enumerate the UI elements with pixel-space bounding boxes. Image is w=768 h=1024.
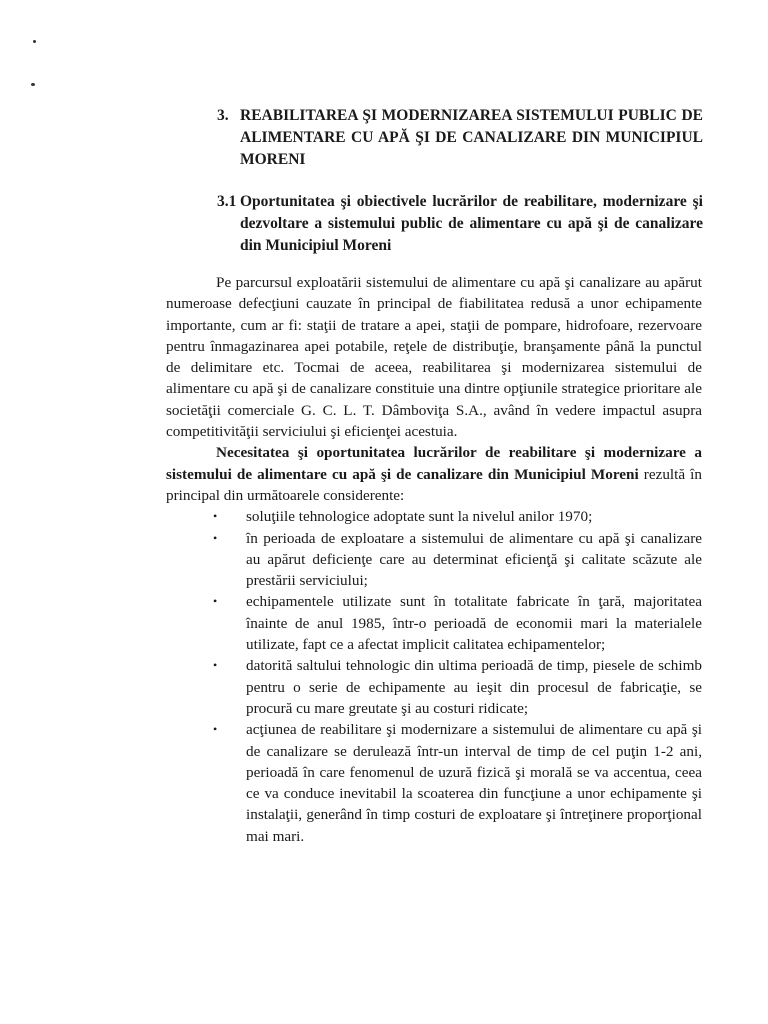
paragraph-necessity-bold: Necesitatea şi oportunitatea lucrărilor de reabilitare şi modernizare a sistemului de alimentare cu apă şi de canalizare din Municipiul Moreni <box>166 444 702 483</box>
list-item-text: echipamentele utilizate sunt în totalitate fabricate în ţară, majoritatea înainte de anul 1985, într-o perioadă de economii mari la materialele utilizate, fapt ce a afectat implicit calitatea echipamentelor; <box>246 593 702 654</box>
list-item-text: soluţiile tehnologice adoptate sunt la nivelul anilor 1970; <box>246 508 593 526</box>
list-item-text: acţiunea de reabilitare şi modernizare a sistemului de alimentare cu apă şi de canalizare se derulează într-un interval de timp de cel puţin 1-2 ani, perioadă în care fenomenul de uzură fizică şi morală se va accentua, ceea ce va conduce inevitabil la scoaterea din funcţiune a unor echipamente şi instalaţii, generând în timp costuri de exploatare şi întreţinere proporţional mai mari. <box>246 721 702 845</box>
section-number: 3. <box>217 107 229 124</box>
paragraph-necessity <box>166 442 702 506</box>
subsection-number: 3.1 <box>217 193 237 210</box>
list-item <box>166 719 702 847</box>
scan-speck <box>31 83 35 86</box>
bullet-icon: • <box>213 530 218 545</box>
list-item <box>166 591 702 655</box>
section-heading <box>217 105 703 171</box>
paragraph-intro: Pe parcursul exploatării sistemului de alimentare cu apă şi canalizare au apărut numeroase defecţiuni cauzate în principal de fiabilitatea redusă a unor echipamente importante, cum ar fi: staţii de tratare a apei, staţii de pompare, hidrofoare, rezervoare pentru înmagazinarea apei potabile, reţele de distribuţie, branşamente până la punctul de delimitare etc. Tocmai de aceea, reabilitarea şi modernizarea sistemului de alimentare cu apă şi de canalizare constituie una dintre opţiunile strategice prioritare ale societăţii comerciale G. C. L. T. Dâmboviţa S.A., având în vedere impactul asupra competitivităţii serviciului şi eficienţei acestuia. <box>166 274 702 441</box>
list-item <box>166 655 702 719</box>
scan-speck <box>33 40 36 43</box>
bullet-icon: • <box>213 594 218 609</box>
document-body <box>166 272 702 847</box>
subsection-title: Oportunitatea şi obiectivele lucrărilor de reabilitare, modernizare şi dezvoltare a sistemului public de alimentare cu apă şi de canalizare din Municipiul Moreni <box>240 193 703 254</box>
paragraph-necessity-rest: rezultă în principal din următoarele considerente: <box>166 465 702 504</box>
list-item <box>166 528 702 592</box>
bullet-icon: • <box>213 509 218 524</box>
bullet-icon: • <box>213 658 218 673</box>
section-title: REABILITAREA ŞI MODERNIZAREA SISTEMULUI PUBLIC DE ALIMENTARE CU APĂ ŞI DE CANALIZARE DIN MUNICIPIUL MORENI <box>240 107 703 168</box>
list-item-text: datorită saltului tehnologic din ultima perioadă de timp, piesele de schimb pentru o serie de echipamente au ieşit din procesul de fabricaţie, se procură cu mare greutate şi au costuri ridicate; <box>246 657 702 717</box>
list-item-text: în perioada de exploatare a sistemului de alimentare cu apă şi canalizare au apărut deficienţe care au determinat eficienţă şi calitate scăzute ale prestării serviciului; <box>246 529 702 590</box>
list-item <box>166 506 702 527</box>
considerations-list <box>166 506 702 847</box>
bullet-icon: • <box>213 722 218 737</box>
subsection-heading <box>217 191 703 257</box>
